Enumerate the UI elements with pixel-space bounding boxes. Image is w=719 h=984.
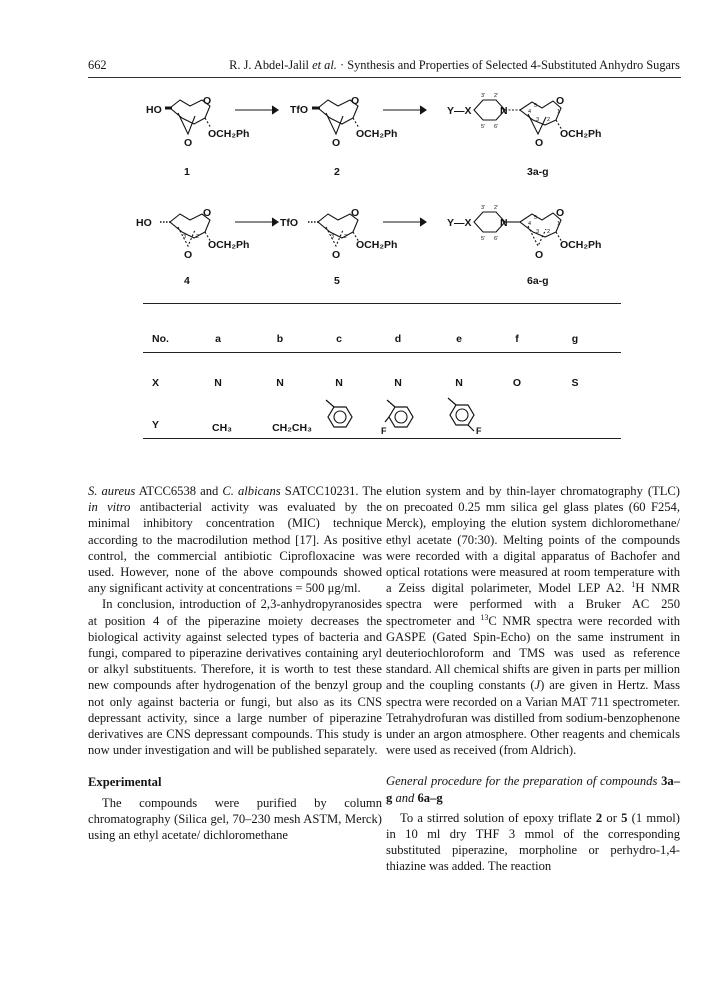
compound-label-2: 2 <box>334 166 340 178</box>
right-p2-text-a: To a stirred solution of epoxy triflate <box>400 810 596 825</box>
table-bottom-rule <box>143 438 621 439</box>
table-x-c: N <box>335 377 343 389</box>
right-column <box>386 483 680 875</box>
row2-pos-3p: 3' <box>481 205 486 211</box>
right-p2-text-c: or <box>602 810 622 825</box>
row2-piperazine-n: N <box>500 217 508 229</box>
left-paragraph-2: In conclusion, introduction of 2,3-anhydropyranosides at position 4 of the piperazine moiety decreases the biological activity against selected types of bacteria and fungi, compared to piperazine derivatives containing aryl or alkyl substituents. Therefore, it is worth to test these new compounds after hydrogenation of the benzyl group not only against bacteria or fungi, but also as its CNS depressant activity, since a large number of piperazine derivatives are CNS depressant compounds. This study is now under investigation and will be published separately. <box>88 597 382 758</box>
compound-label-4: 4 <box>184 275 190 287</box>
row1-epoxide-oxygen-3: O <box>535 137 544 149</box>
row2-pos-2p: 2' <box>494 205 499 211</box>
table-x-d: N <box>394 377 402 389</box>
reaction-scheme <box>0 0 719 300</box>
proc-heading-and: and <box>392 790 418 805</box>
row1-pos-1: 1 <box>557 109 561 115</box>
row2-ring-oxygen-3: O <box>556 207 565 219</box>
header-authors: R. J. Abdel-Jalil <box>229 58 309 72</box>
row2-pos-4: 4 <box>528 221 532 227</box>
table-header-e: e <box>456 333 462 345</box>
table-header-d: d <box>394 333 402 345</box>
row1-piperazine-n: N <box>500 105 508 117</box>
left-p1-text-d: SATCC10231. The <box>280 484 382 498</box>
row2-epoxide-pos-2b: 2 <box>344 234 348 240</box>
row2-pos-2: 2 <box>547 229 551 235</box>
row2-pos-5p: 5' <box>481 236 486 242</box>
right-p1-text-c: C NMR spectra were recorded with GASPE (Gated Spin-Echo) on the same instrument in deuteriochloroform and TMS was used as reference standard. All chemical shifts are given in parts per million and the coupling constants ( <box>386 613 681 693</box>
row1-aglycone-3: OCH₂Ph <box>560 128 602 140</box>
para-fluorophenyl-ring-icon <box>446 392 496 436</box>
row1-ring-oxygen-3: O <box>556 95 565 107</box>
table-y-b: CH₂CH₃ <box>272 422 312 434</box>
table-y-e-fluoro: F <box>476 426 482 436</box>
table-x-f: O <box>512 377 522 389</box>
compound-label-3a-g: 3a-g <box>527 166 549 178</box>
row1-start-substituent: HO <box>146 104 162 116</box>
compound-label-1: 1 <box>184 166 190 178</box>
row1-epoxide-oxygen-2: O <box>332 137 341 149</box>
table-x-b: N <box>276 377 284 389</box>
row2-start-substituent: HO <box>136 217 152 229</box>
superscript-13: 13 <box>480 612 489 622</box>
proc-heading-6a-g: 6a–g <box>417 790 443 805</box>
compound-label-5: 5 <box>334 275 340 287</box>
left-paragraph-1 <box>88 483 382 596</box>
row2-epoxide-oxygen-2: O <box>332 249 341 261</box>
right-p1-text-b: H NMR spectra were performed with a Bruker AC 250 spectrometer and <box>386 581 680 628</box>
row2-epoxide-oxygen-1: O <box>184 249 193 261</box>
proc-heading-3a-g: 3a–g <box>386 774 680 805</box>
left-p1-text-b: ATCC6538 and <box>135 484 223 498</box>
row1-aglycone-2: OCH₂Ph <box>356 128 398 140</box>
table-header-a: a <box>215 333 221 345</box>
fluorophenyl-ring-icon <box>381 392 421 432</box>
coupling-symbol: J <box>534 678 541 693</box>
row2-pos-6p: 6' <box>494 236 499 242</box>
row2-pos-1: 1 <box>557 221 561 227</box>
row2-product-substituent: Y—X <box>447 217 472 229</box>
row1-pos-3: 3 <box>536 117 540 123</box>
header-journal-title: Synthesis and Properties of Selected 4-Substituted Anhydro Sugars <box>347 58 680 72</box>
row1-triflate-substituent: TfO <box>290 104 309 116</box>
row1-ring-oxygen-2: O <box>351 95 360 107</box>
page-number: 662 <box>88 58 107 72</box>
table-top-rule <box>143 303 621 304</box>
table-x-g: S <box>571 377 579 389</box>
superscript-1: 1 <box>631 580 636 590</box>
row2-pos-3: 3 <box>536 229 540 235</box>
table-header-no: No. <box>152 333 169 345</box>
table-x-a: N <box>214 377 222 389</box>
row1-pos-2: 2 <box>547 117 551 123</box>
row1-pos-5: 5 <box>534 103 538 109</box>
compound-label-6a-g: 6a-g <box>527 275 549 287</box>
row1-epoxide-oxygen-1: O <box>184 137 193 149</box>
row1-ring-oxygen-1: O <box>203 95 212 107</box>
row2-ring-oxygen-1: O <box>203 207 212 219</box>
row2-ring-oxygen-2: O <box>351 207 360 219</box>
row2-triflate-substituent: TfO <box>280 217 299 229</box>
table-row-y-label: Y <box>152 419 160 431</box>
table-header-b: b <box>276 333 284 345</box>
organism-s-aureus: S. aureus <box>88 484 136 498</box>
row2-epoxide-pos-2: 2 <box>196 234 200 240</box>
table-header-c: c <box>336 333 342 345</box>
header-separator: · <box>336 58 348 72</box>
row2-epoxide-oxygen-3: O <box>535 249 544 261</box>
row1-product-substituent: Y—X <box>447 105 472 117</box>
table-header-rule <box>143 352 621 353</box>
procedure-heading <box>386 773 680 805</box>
experimental-heading: Experimental <box>88 775 162 790</box>
right-paragraph-2 <box>386 810 680 875</box>
header-et-al: et al. <box>312 58 337 72</box>
row1-pos-2p: 2' <box>494 93 499 99</box>
row2-aglycone-3: OCH₂Ph <box>560 239 602 251</box>
right-p1-text-d: ) are given in Hertz. Mass spectra were recorded on a Varian MAT 711 spectrometer. Tetrahydrofuran was distilled from sodium-benzophenone under an argon atmosphere. Other reagents and chemicals were used as received (from Aldrich). <box>386 678 680 758</box>
table-x-e: N <box>455 377 463 389</box>
row2-epoxide-pos-3b: 3 <box>331 234 335 240</box>
right-p1-text-a: elution system and by thin-layer chromatography (TLC) on precoated 0.25 mm silica gel glass plates (60 F254, Merck), employing the elution system dichloromethane/ ethyl acetate (70:30). Melting points of the compounds were recorded with a digital apparatus of Bachofer and optical rotations were measured at room temperature with a Zeiss digital polarimeter, Model LEP A2. <box>386 484 680 596</box>
row2-pos-5: 5 <box>534 215 538 221</box>
in-vitro-term: in vitro <box>88 500 131 515</box>
left-column <box>88 483 382 843</box>
table-y-d-fluoro: F <box>381 426 387 436</box>
row1-pos-3p: 3' <box>481 93 486 99</box>
proc-heading-a: General procedure for the preparation of compounds <box>386 774 662 789</box>
right-p2-text-e: (1 mmol) in 10 ml dry THF 3 mmol of the corresponding substituted piperazine, morpholine or perhydro-1,4-thiazine was added. The reaction <box>386 810 680 874</box>
row1-pos-5p: 5' <box>481 124 486 130</box>
compound-ref-2: 2 <box>595 810 603 825</box>
left-p1-text-f: antibacterial activity was evaluated by the minimal inhibitory concentration (MIC) technique according to the macrodilution method [17]. As positive control, the commercial antibiotic Ciprofloxacine was used. However, none of the above compounds showed any significant activity at concentrations = 500 μg/ml. <box>88 500 383 596</box>
row1-pos-4: 4 <box>528 109 532 115</box>
row1-aglycone-1: OCH₂Ph <box>208 128 250 140</box>
phenyl-ring-icon <box>320 392 360 432</box>
row2-aglycone-2: OCH₂Ph <box>356 239 398 251</box>
organism-c-albicans: C. albicans <box>222 484 281 498</box>
left-paragraph-3: The compounds were purified by column chromatography (Silica gel, 70–230 mesh ASTM, Merck) using an ethyl acetate/ dichloromethane <box>88 795 382 843</box>
table-header-f: f <box>515 333 519 345</box>
compound-ref-5: 5 <box>621 810 628 825</box>
row2-epoxide-pos-3: 3 <box>183 234 187 240</box>
table-row-x-label: X <box>152 377 160 389</box>
table-y-a: CH₃ <box>211 422 233 434</box>
table-header-g: g <box>571 333 579 345</box>
row1-pos-6p: 6' <box>494 124 499 130</box>
right-paragraph-1 <box>386 483 680 758</box>
row2-aglycone-1: OCH₂Ph <box>208 239 250 251</box>
